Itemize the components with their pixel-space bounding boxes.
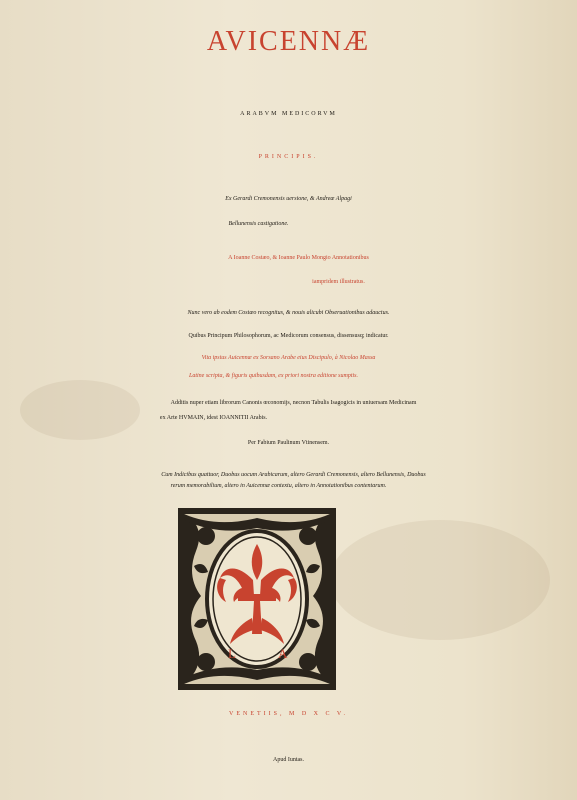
nunc-vero-line: Nunc vero ab eodem Costæo recognitus, & nouis alicubi Obseruationibus adauctus.: [187, 310, 390, 316]
vita-line-2: Latine scripta, & figuris quibusdam, ex priori nostra editione sumptis.: [188, 373, 358, 379]
printer-mark-emblem: [176, 506, 338, 692]
publisher-line: Apud Iuntas.: [273, 757, 304, 763]
indices-line-1: Cum Indicibus quattuor, Duobus uocum Arabicarum, altero Gerardi Cremonensis, altero Bellunensis, Duobus: [161, 472, 426, 478]
imprint-place-date: VENETIIS, M D X C V.: [229, 711, 348, 717]
additis-line-2: ex Arte HVMAIN, idest IOANNITII Arabis.: [159, 415, 268, 421]
vita-line-1: Vita ipsius Auicennæ ex Sorsano Arabe eius Discipulo, à Nicolao Massa: [201, 355, 376, 361]
paper-stain: [330, 520, 550, 640]
author-line: Per Fabium Paulinum Vtinensem.: [247, 440, 330, 446]
emblem-letter-right: A: [278, 646, 288, 661]
quibus-line: Quibus Principum Philosophorum, ac Medicorum consensus, dissensusq; indicatur.: [188, 333, 389, 339]
book-subtitle: ARABVM MEDICORVM: [240, 111, 337, 117]
annotation-line-2: iampridem illustratus.: [312, 279, 365, 285]
florentine-lily-icon: [176, 506, 338, 692]
emblem-letter-left: L: [228, 646, 236, 661]
annotation-line-1: A Ioanne Costæo, & Ioanne Paulo Mongio Annotationibus: [228, 255, 369, 261]
additis-line-1: Additis nuper etiam librorum Canonis œconomijs, necnon Tabulis Isagogicis in uniuersam Medicinam: [170, 400, 417, 406]
translation-line-1: Ex Gerardi Cremonensis uersione, & Andreæ Alpagi: [225, 196, 352, 202]
indices-line-2: rerum memorabilium, altero in Auicennæ contextu, altero in Annotationibus contentarum.: [170, 483, 387, 489]
principis-heading: PRINCIPIS.: [258, 154, 319, 160]
book-title: AVICENNÆ: [206, 26, 371, 57]
translation-line-2: Bellunensis castigatione.: [228, 221, 289, 227]
